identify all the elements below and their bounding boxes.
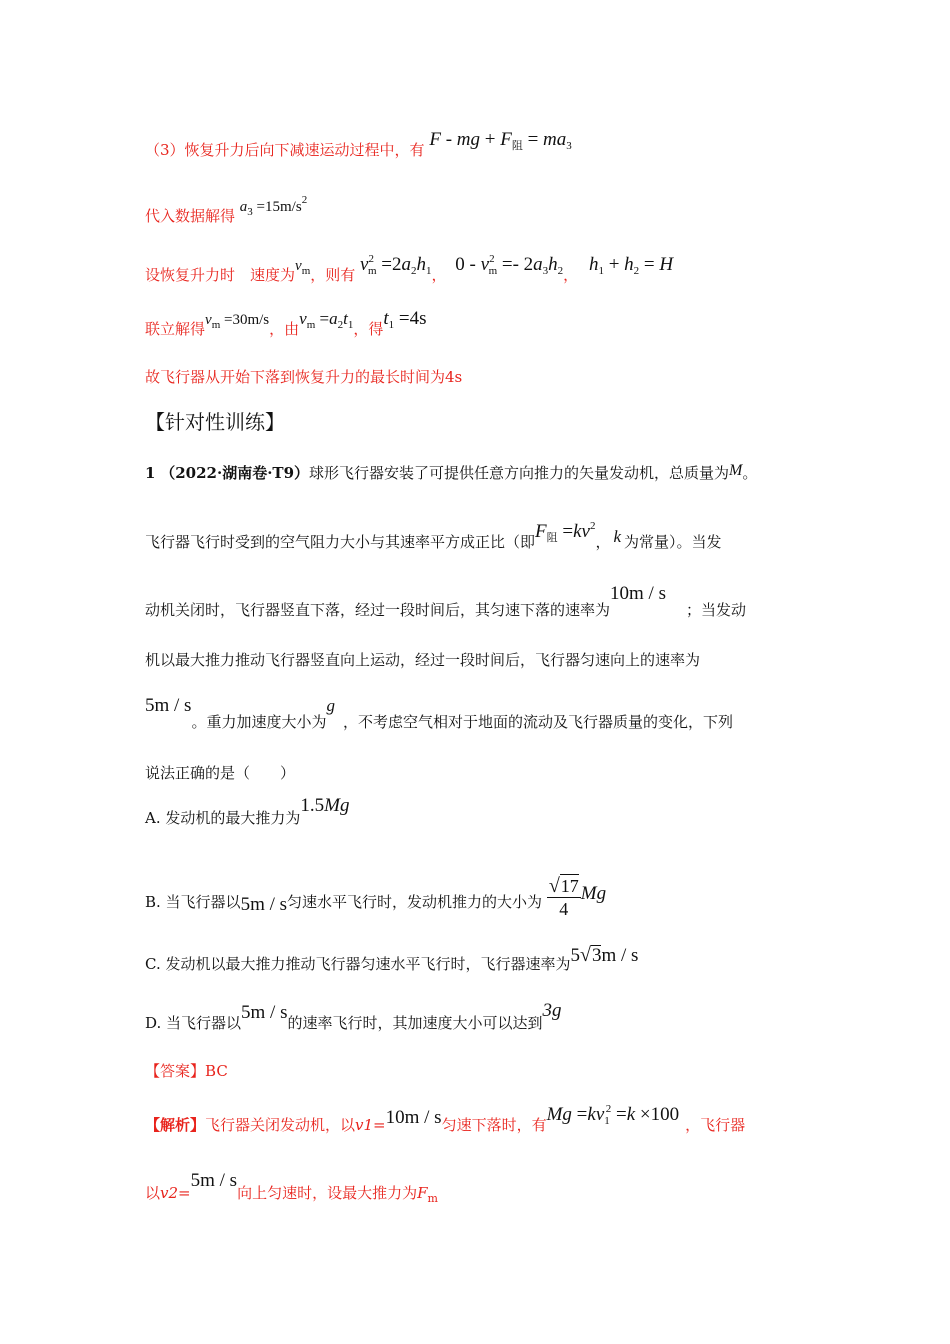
variable-vm: $v_m$ <box>295 258 311 277</box>
option-c-coef: 5 <box>570 945 580 966</box>
option-a <box>145 795 350 828</box>
variable-v2: v2= <box>160 1184 191 1202</box>
solution-text: 代入数据解得 <box>145 207 236 225</box>
problem-line-4: 机以最大推力推动飞行器竖直向上运动，经过一段时间后，飞行器匀速向上的速率为 <box>145 651 701 669</box>
problem-text: ；当发动 <box>685 601 746 619</box>
solution-text: ，由 <box>269 320 300 338</box>
option-b-fraction-tail: Mg <box>580 883 607 904</box>
analysis-label: 【解析】 <box>145 1116 206 1134</box>
analysis-equation-10ms: 10m / s <box>385 1107 442 1128</box>
problem-number: 1 <box>145 464 156 482</box>
problem-line-5 <box>145 695 733 732</box>
option-d-text: D. 当飞行器以 <box>145 1014 242 1032</box>
analysis-text: 以 <box>145 1184 161 1202</box>
option-d-equation-speed: 5m / s <box>241 1002 288 1023</box>
problem-text: 。重力加速度大小为 <box>191 713 327 731</box>
option-b-fraction: $\frac{√17}{4}$ <box>548 875 579 919</box>
equation-vm-squared: $v^2_m =2a_2h_1$ <box>360 253 432 277</box>
answer-line <box>145 1061 228 1081</box>
equation-5ms: 5m / s <box>145 695 192 716</box>
equation-vm-value: $v_m =30m/s$ <box>205 312 270 331</box>
option-a-equation: 1.5Mg <box>300 795 350 816</box>
option-b-fraction-denominator: 4 <box>559 899 569 919</box>
problem-text: 动机关闭时，飞行器竖直下落，经过一段时间后，其匀速下落的速率为 <box>145 601 611 619</box>
option-d-equation-accel: 3g <box>542 1000 562 1021</box>
equation-deceleration: $0 - v^2_m =- 2a_3h_2$ <box>455 253 564 277</box>
answer-value: BC <box>205 1062 228 1080</box>
analysis-text: 匀速下落时，有 <box>441 1116 547 1134</box>
option-b <box>145 875 607 926</box>
solution-line-4 <box>145 308 427 345</box>
analysis-text: 向上匀速时，设最大推力为 <box>237 1184 418 1202</box>
equation-drag: $F_阻 =kv^2$ <box>535 520 596 544</box>
equation-vm-a2t1: $v_m =a_2t_1$ <box>299 309 354 331</box>
option-c <box>145 944 639 974</box>
solution-text: ，则有 <box>310 266 356 284</box>
option-c-equation: 5√3m / s <box>570 944 639 966</box>
equation-force-balance: F - mg + $F_阻 = ma_3$ <box>429 129 572 152</box>
section-title: 【针对性训练】 <box>145 410 285 434</box>
solution-line-3: 设恢复升力时 速度为$v_m$，则有 $v^2_m =2a_2h_1$， $0 - v^2_m =- 2a_3h_2$， $h_1 + h_2 = H$ <box>145 253 674 284</box>
problem-text: 。 <box>742 464 758 482</box>
solution-text: （3）恢复升力后向下减速运动过程中，有 <box>145 141 425 159</box>
option-a-text: A. 发动机的最大推力为 <box>145 809 301 827</box>
answer-label: 【答案】 <box>145 1062 206 1080</box>
variable-fm: $F_m$ <box>417 1184 438 1205</box>
solution-line-2 <box>145 194 308 232</box>
variable-M: M <box>729 462 743 479</box>
option-c-text: C. 发动机以最大推力推动飞行器匀速水平飞行时，飞行器速率为 <box>145 955 571 973</box>
analysis-text: 飞行器关闭发动机，以 <box>205 1116 356 1134</box>
variable-k: k <box>613 527 622 546</box>
problem-source: （2022·湖南卷·T9） <box>160 464 310 482</box>
variable-v1: v1= <box>355 1116 386 1134</box>
problem-text: ， <box>595 533 611 551</box>
equation-a3: $a_3 =15m/s^2$ <box>239 194 308 218</box>
problem-text: 球形飞行器安装了可提供任意方向推力的矢量发动机，总质量为 <box>309 464 730 482</box>
solution-text: ，得 <box>353 320 384 338</box>
option-b-text: 匀速水平飞行时，发动机推力的大小为 <box>287 893 543 911</box>
option-b-fraction-numerator: 17 <box>560 876 579 896</box>
analysis-equation-mg: $Mg =kv_1^2 =k \times 100$ <box>546 1103 680 1127</box>
option-b-text: B. 当飞行器以 <box>145 893 241 911</box>
analysis-text: ，飞行器 <box>685 1116 746 1134</box>
analysis-line-2 <box>145 1170 438 1209</box>
problem-text: ，不考虑空气相对于地面的流动及飞行器质量的变化，下列 <box>342 713 733 731</box>
analysis-line-1 <box>145 1103 746 1141</box>
option-c-root: 3 <box>591 945 602 966</box>
solution-line-1 <box>145 129 572 166</box>
solution-line-5: 故飞行器从开始下落到恢复升力的最长时间为4s <box>145 368 463 386</box>
solution-text: 设恢复升力时 速度为 <box>145 266 296 284</box>
problem-line-3 <box>145 583 746 620</box>
equation-10ms: 10m / s <box>610 583 666 604</box>
option-d-text: 的速率飞行时，其加速度大小可以达到 <box>287 1014 543 1032</box>
problem-line-1 <box>145 463 757 484</box>
problem-text: 为常量）。当发 <box>624 533 722 551</box>
variable-g: g <box>326 696 335 715</box>
problem-line-2 <box>145 520 722 558</box>
problem-text: 飞行器飞行时受到的空气阻力大小与其速率平方成正比（即 <box>145 533 536 551</box>
equation-t1: $t_1 =4s$ <box>383 308 427 331</box>
solution-text: 联立解得 <box>145 320 206 338</box>
option-d <box>145 1000 562 1033</box>
equation-height-sum: $h_1 + h_2 = H$ <box>588 254 674 277</box>
option-c-unit: m / s <box>601 945 639 966</box>
analysis-equation-5ms: 5m / s <box>190 1170 238 1191</box>
option-b-equation-speed: 5m / s <box>240 894 288 915</box>
problem-line-6: 说法正确的是（ ） <box>145 764 296 782</box>
